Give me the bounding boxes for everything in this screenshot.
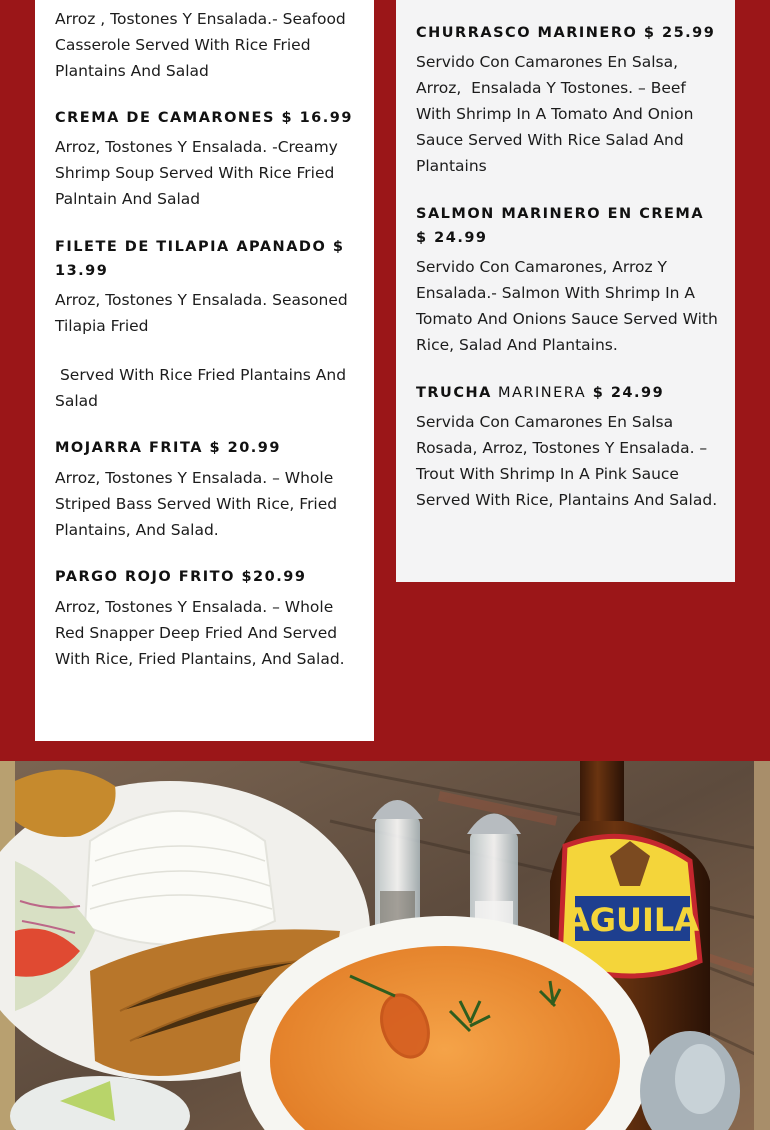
dish-description: Arroz, Tostones Y Ensalada. – Whole Striped Bass Served With Rice, Fried Plantains, And Salad. [55, 469, 338, 539]
dish-title [416, 381, 721, 405]
dish-description: Servido Con Camarones, Arroz Y Ensalada.- Salmon With Shrimp In A Tomato And Onions Sauce Served With Rice, Salad And Plantains. [416, 258, 718, 354]
food-photo-illustration [0, 761, 770, 1130]
food-photo [0, 761, 770, 1130]
dish-description: Servido Con Camarones En Salsa, Arroz, Ensalada Y Tostones. – Beef With Shrimp In A Tomato And Onion Sauce Served With Rice Salad And Plantains [416, 53, 699, 175]
dish-title: SALMON MARINERO EN CREMA $ 24.99 [416, 206, 705, 246]
dish-title: PARGO ROJO FRITO $20.99 [55, 569, 307, 585]
menu-column-right [396, 0, 735, 582]
dish-title-price: $ 24.99 [586, 385, 665, 401]
dish-description: Arroz, Tostones Y Ensalada. -Creamy Shrimp Soup Served With Rice Fried Palntain And Salad [55, 138, 338, 208]
shaker-left [372, 800, 423, 936]
dish-title: CHURRASCO MARINERO $ 25.99 [416, 25, 716, 41]
dish-title: FILETE DE TILAPIA APANADO $ 13.99 [55, 239, 345, 279]
dish-title: CREMA DE CAMARONES $ 16.99 [55, 110, 353, 126]
dish-title: MOJARRA FRITA $ 20.99 [55, 440, 281, 456]
dish-title-part: TRUCHA [416, 385, 492, 401]
dish-description: Servida Con Camarones En Salsa Rosada, Arroz, Tostones Y Ensalada. – Trout With Shrimp In A Pink Sauce Served With Rice, Plantains And Salad. [416, 413, 718, 509]
menu-column-left [35, 0, 374, 741]
beer-label-text: AGUILA [564, 901, 700, 939]
dish-description-continued: Served With Rice Fried Plantains And Salad [55, 366, 351, 410]
dish-description: Arroz, Tostones Y Ensalada. – Whole Red Snapper Deep Fried And Served With Rice, Fried Plantains, And Salad. [55, 598, 345, 668]
dish-title-part: MARINERA [491, 385, 587, 401]
dish-description: Arroz, Tostones Y Ensalada. Seasoned Tilapia Fried [55, 291, 348, 335]
dish-description: Arroz , Tostones Y Ensalada.- Seafood Casserole Served With Rice Fried Plantains And Salad [55, 10, 346, 80]
